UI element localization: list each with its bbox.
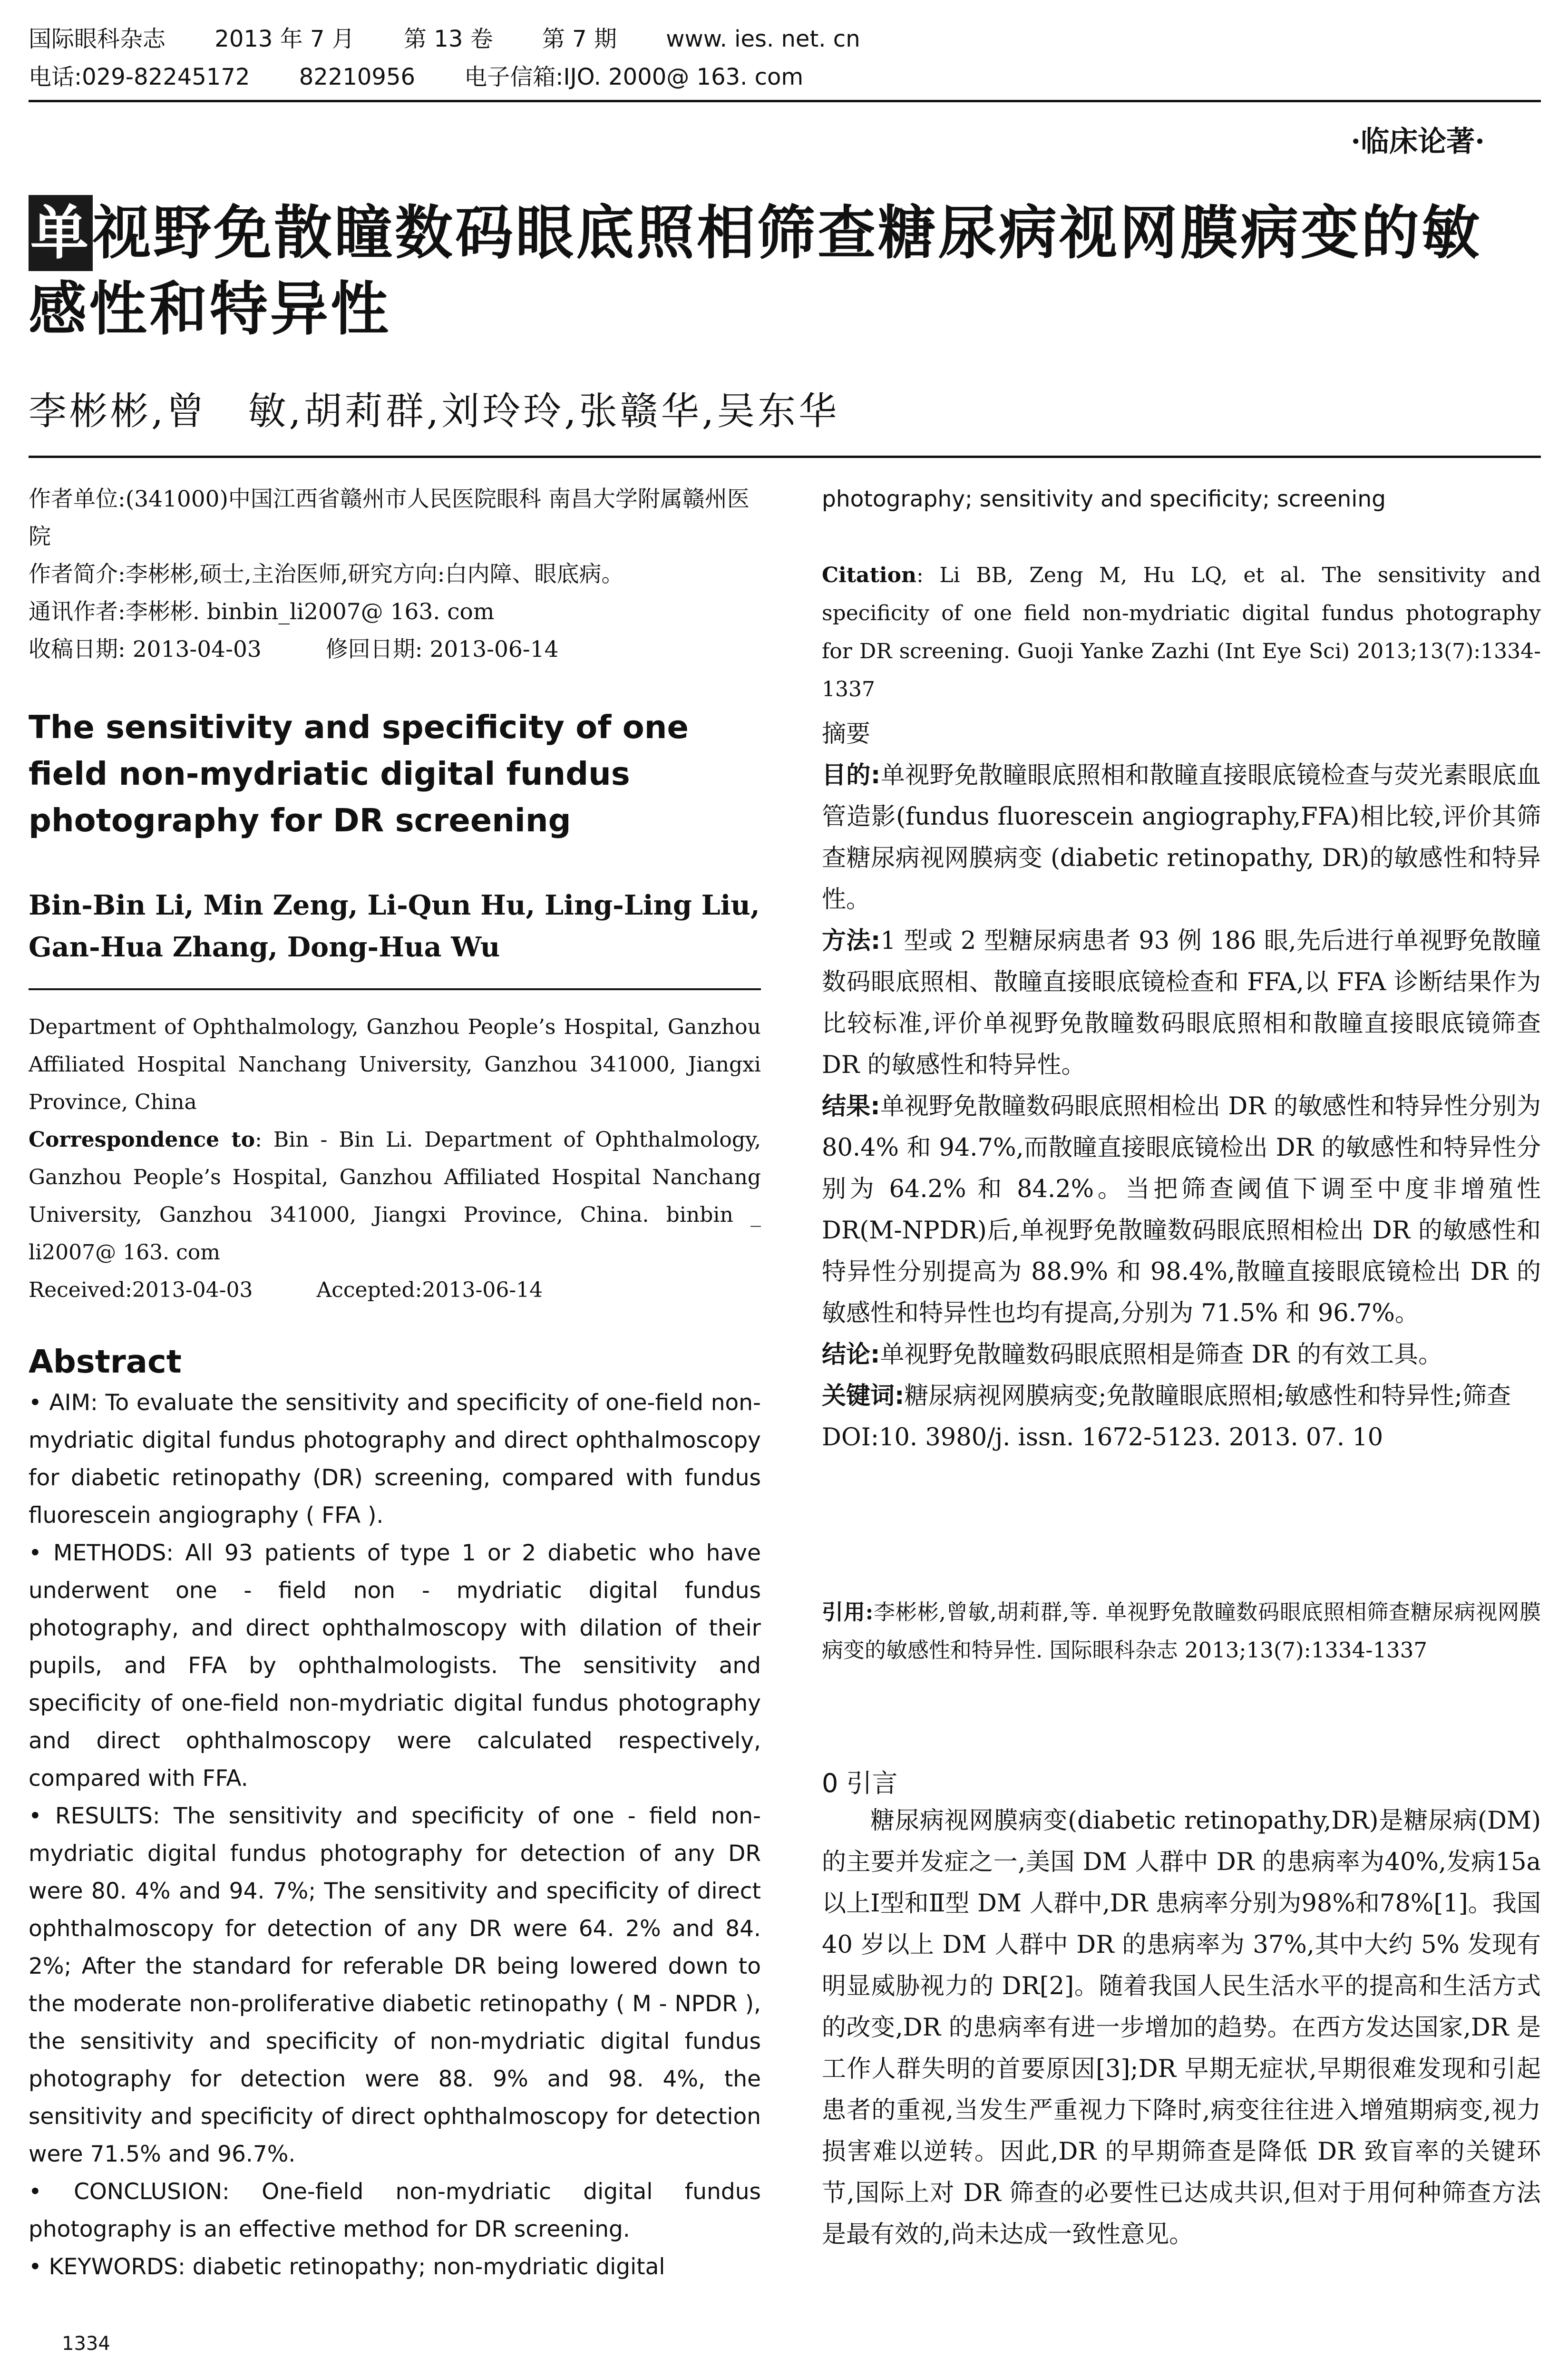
introduction-body <box>822 1800 1541 2255</box>
abstract-cn-results-text: 单视野免散瞳数码眼底照相检出 DR 的敏感性和特异性分别为 80.4% 和 94.7%,而散瞳直接眼底镜检出 DR 的敏感性和特异性分别为 64.2% 和 84.2%。当把筛查阈值下调至中度非增殖性 DR(M-NPDR)后,单视野免散瞳数码眼底照相检出 DR 的敏感性和特异性分别提高为 88.9% 和 98.4%,散瞳直接眼底镜检出 DR 的敏感性和特异性也均有提高,分别为 71.5% 和 96.7%。 <box>822 1092 1541 1327</box>
page-number: 1334 <box>62 2333 110 2355</box>
authors-chinese: 李彬彬,曾 敏,胡莉群,刘玲玲,张赣华,吴东华 <box>29 389 840 433</box>
author-info <box>29 480 761 668</box>
abstract-cn-methods-text: 1 型或 2 型糖尿病患者 93 例 186 眼,先后进行单视野免散瞳数码眼底照相、散瞳直接眼底镜检查和 FFA,以 FFA 诊断结果作为比较标准,评价单视野免散瞳数码眼底照相和散瞳直接眼底镜筛查 DR 的敏感性和特异性。 <box>822 927 1541 1079</box>
abstract-cn-conclusion <box>822 1334 1541 1375</box>
citation-cn-label: 引用: <box>822 1599 874 1625</box>
keywords-continued: photography; sensitivity and specificity; screening <box>822 486 1386 512</box>
section-tag: ·临床论著· <box>1351 125 1485 158</box>
journal-name: 国际眼科杂志 <box>29 26 166 52</box>
citation-text: : Li BB, Zeng M, Hu LQ, et al. The sensitivity and specificity of one field non-mydriatic digital fundus photography for DR screening. Guoji Yanke Zazhi (Int Eye Sci) 2013;13(7):1334-1337 <box>822 563 1541 701</box>
phone: 电话:029-82245172 <box>29 64 250 90</box>
journal-email: 电子信箱:IJO. 2000@ 163. com <box>464 64 804 90</box>
issue-number: 第 7 期 <box>542 26 617 52</box>
author-affiliation-cn: 作者单位:(341000)中国江西省赣州市人民医院眼科 南昌大学附属赣州医院 <box>29 486 750 550</box>
header-row-2 <box>29 58 1541 96</box>
volume: 第 13 卷 <box>404 26 493 52</box>
citation-cn-text: 李彬彬,曾敏,胡莉群,等. 单视野免散瞳数码眼底照相筛查糖尿病视网膜病变的敏感性和特异性. 国际眼科杂志 2013;13(7):1334-1337 <box>822 1599 1541 1663</box>
abstract-conclusion: • CONCLUSION: One-field non-mydriatic digital fundus photography is an effective method for DR screening. <box>29 2179 761 2242</box>
correspondence-text: : Bin - Bin Li. Department of Ophthalmology, Ganzhou People’s Hospital, Ganzhou Affiliated Hospital Nanchang University, Ganzhou 341000, Jiangxi Province, China. binbin _ li2007@ 163. com <box>29 1128 761 1265</box>
header-row-1 <box>29 20 1541 58</box>
abstract-cn-aim <box>822 755 1541 920</box>
issue-date: 2013 年 7 月 <box>214 26 355 52</box>
citation-block <box>822 556 1541 709</box>
abstract-aim: • AIM: To evaluate the sensitivity and specificity of one-field non-mydriatic digital fundus photography and direct ophthalmoscopy for diabetic retinopathy (DR) screening, compared with fundus fluorescein angiography ( FFA ). <box>29 1390 761 1529</box>
abstract-keywords: • KEYWORDS: diabetic retinopathy; non-mydriatic digital <box>29 2254 665 2280</box>
abstract-cn-keywords-label: 关键词: <box>822 1382 905 1410</box>
title-text: 视野免散瞳数码眼底照相筛查糖尿病视网膜病变的敏感性和特异性 <box>29 199 1482 343</box>
abstract-cn-methods <box>822 920 1541 1086</box>
received-date-en: Received:2013-04-03 <box>29 1278 253 1302</box>
affiliation-block <box>29 1008 761 1309</box>
abstract-cn-conclusion-text: 单视野免散瞳数码眼底照相是筛查 DR 的有效工具。 <box>880 1341 1443 1369</box>
revised-date-cn: 修回日期: 2013-06-14 <box>325 636 559 662</box>
abstract-en <box>29 1384 761 2286</box>
introduction-paragraph: 糖尿病视网膜病变(diabetic retinopathy,DR)是糖尿病(DM)的主要并发症之一,美国 DM 人群中 DR 的患病率为40%,发病15a 以上Ⅰ型和Ⅱ型 DM 人群中,DR 患病率分别为98%和78%[1]。我国 40 岁以上 DM 人群中 DR 的患病率为 37%,其中大约 5% 发现有明显威胁视力的 DR[2]。随着我国人民生活水平的提高和生活方式的改变,DR 的患病率有进一步增加的趋势。在西方发达国家,DR 是工作人群失明的首要原因[3];DR 早期无症状,早期很难发现和引起患者的重视,当发生严重视力下降时,病变往往进入增殖期病变,视力损害难以逆转。因此,DR 的早期筛查是降低 DR 致盲率的关键环节,国际上对 DR 筛查的必要性已达成共识,但对于用何种筛查方法是最有效的,尚未达成一致性意见。 <box>822 1807 1541 2249</box>
abstract-heading: Abstract <box>29 1343 182 1380</box>
citation-cn-block <box>822 1593 1541 1669</box>
citation-en <box>822 556 1541 709</box>
citation-label: Citation <box>822 563 916 587</box>
abstract-cn-methods-label: 方法: <box>822 927 881 955</box>
abstract-cn-heading: 摘要 <box>822 720 871 748</box>
abstract-cn-results <box>822 1086 1541 1334</box>
article-title <box>29 195 1541 347</box>
correspondence-en <box>29 1121 761 1271</box>
abstract-cn-keywords <box>822 1375 1541 1417</box>
english-title: The sensitivity and specificity of one field non-mydriatic digital fundus photography for DR screening <box>29 709 689 839</box>
english-authors-divider <box>29 988 761 990</box>
abstract-methods: • METHODS: All 93 patients of type 1 or 2 diabetic who have underwent one - field non - mydriatic digital fundus photography, and direct ophthalmoscopy with dilation of their pupils, and FFA by ophthalmologists. The sensitivity and specificity of one-field non-mydriatic digital fundus photography and direct ophthalmoscopy were calculated respectively, compared with FFA. <box>29 1540 761 1792</box>
abstract-cn-aim-text: 单视野免散瞳眼底照相和散瞳直接眼底镜检查与荧光素眼底血管造影(fundus fluorescein angiography,FFA)相比较,评价其筛查糖尿病视网膜病变 (diabetic retinopathy, DR)的敏感性和特异性。 <box>822 761 1541 914</box>
correspondence-label: Correspondence to <box>29 1128 255 1152</box>
running-header <box>29 20 1541 96</box>
doi: DOI:10. 3980/j. issn. 1672-5123. 2013. 07. 10 <box>822 1423 1383 1452</box>
abstract-cn-keywords-text: 糖尿病视网膜病变;免散瞳眼底照相;敏感性和特异性;筛查 <box>904 1382 1511 1410</box>
header-divider <box>29 100 1541 102</box>
dates-cn <box>29 631 761 668</box>
introduction-heading: 0 引言 <box>822 1768 898 1798</box>
author-bio-cn: 作者简介:李彬彬,硕士,主治医师,研究方向:白内障、眼底病。 <box>29 561 624 587</box>
corresponding-author-cn: 通讯作者:李彬彬. binbin_li2007@ 163. com <box>29 599 495 625</box>
title-first-character: 单 <box>29 195 93 271</box>
abstract-cn <box>822 713 1541 1458</box>
dates-en <box>29 1271 761 1309</box>
english-authors: Bin-Bin Li, Min Zeng, Li-Qun Hu, Ling-Ling Liu, Gan-Hua Zhang, Dong-Hua Wu <box>29 889 760 963</box>
abstract-cn-aim-label: 目的: <box>822 761 881 789</box>
phone-alt: 82210956 <box>299 64 416 90</box>
affiliation-en: Department of Ophthalmology, Ganzhou People’s Hospital, Ganzhou Affiliated Hospital Nanchang University, Ganzhou 341000, Jiangxi Province, China <box>29 1015 761 1114</box>
received-date-cn: 收稿日期: 2013-04-03 <box>29 636 262 662</box>
abstract-cn-results-label: 结果: <box>822 1092 880 1120</box>
accepted-date-en: Accepted:2013-06-14 <box>316 1278 543 1302</box>
authors-divider <box>29 456 1541 458</box>
abstract-results: • RESULTS: The sensitivity and specificity of one - field non-mydriatic digital fundus photography for detection of any DR were 80. 4% and 94. 7%; The sensitivity and specificity of direct ophthalmoscopy for detection of any DR were 64. 2% and 84. 2%; After the standard for referable DR being lowered down to the moderate non-proliferative diabetic retinopathy ( M - NPDR ), the sensitivity and specificity of non-mydriatic digital fundus photography for detection were 88. 9% and 98. 4%, the sensitivity and specificity of direct ophthalmoscopy for detection were 71.5% and 96.7%. <box>29 1803 761 2167</box>
citation-cn <box>822 1593 1541 1669</box>
abstract-cn-conclusion-label: 结论: <box>822 1341 880 1369</box>
journal-website[interactable]: www. ies. net. cn <box>666 26 860 52</box>
